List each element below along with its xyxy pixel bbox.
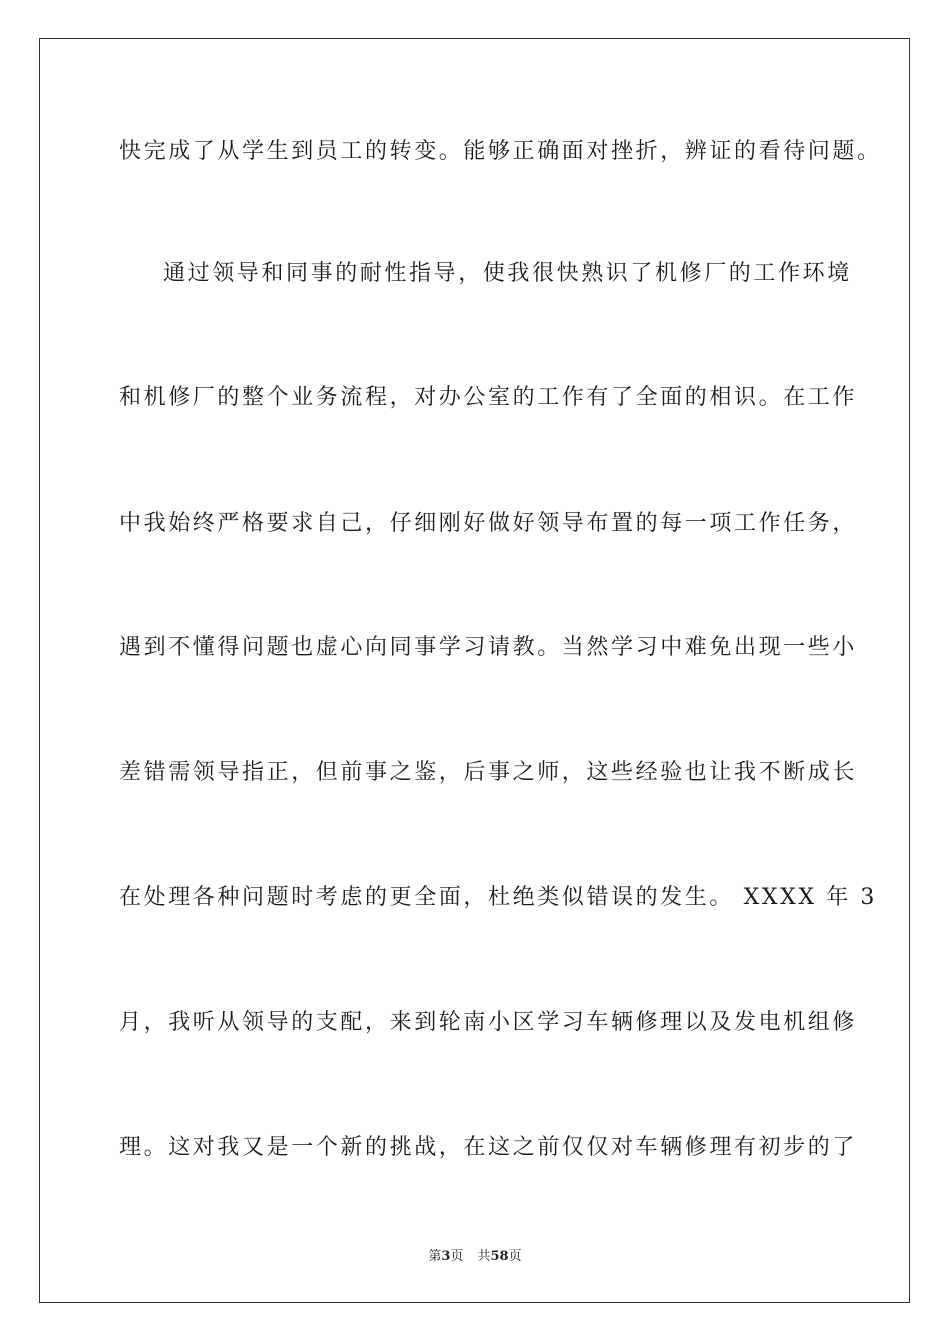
total-suffix: 页 <box>508 1249 522 1264</box>
page-border <box>39 38 910 1303</box>
total-prefix: 共 <box>477 1249 491 1264</box>
total-page-count: 58 <box>490 1249 509 1264</box>
page-footer <box>0 1248 950 1266</box>
body-text-line-1: 快完成了从学生到员工的转变。能够正确面对挫折，辨证的看待问题。 <box>119 139 882 164</box>
body-text-line-4: 中我始终严格要求自己，仔细刚好做好领导布置的每一项工作任务， <box>119 511 858 536</box>
body-text-line-7: 在处理各种问题时考虑的更全面，杜绝类似错误的发生。 XXXX 年 3 <box>119 885 878 910</box>
body-text-line-9: 理。这对我又是一个新的挑战，在这之前仅仅对车辆修理有初步的了 <box>119 1135 858 1160</box>
current-page-number: 3 <box>441 1249 451 1264</box>
page-suffix: 页 <box>450 1249 464 1264</box>
body-text-line-6: 差错需领导指正，但前事之鉴，后事之师，这些经验也让我不断成长 <box>119 760 858 785</box>
body-text-line-8: 月，我听从领导的支配，来到轮南小区学习车辆修理以及发电机组修 <box>119 1010 858 1035</box>
body-text-line-2: 通过领导和同事的耐性指导，使我很快熟识了机修厂的工作环境 <box>163 261 852 286</box>
page-prefix: 第 <box>428 1249 442 1264</box>
body-text-line-5: 遇到不懂得问题也虚心向同事学习请教。当然学习中难免出现一些小 <box>119 635 858 660</box>
body-text-line-3: 和机修厂的整个业务流程，对办公室的工作有了全面的相识。在工作 <box>119 385 858 410</box>
